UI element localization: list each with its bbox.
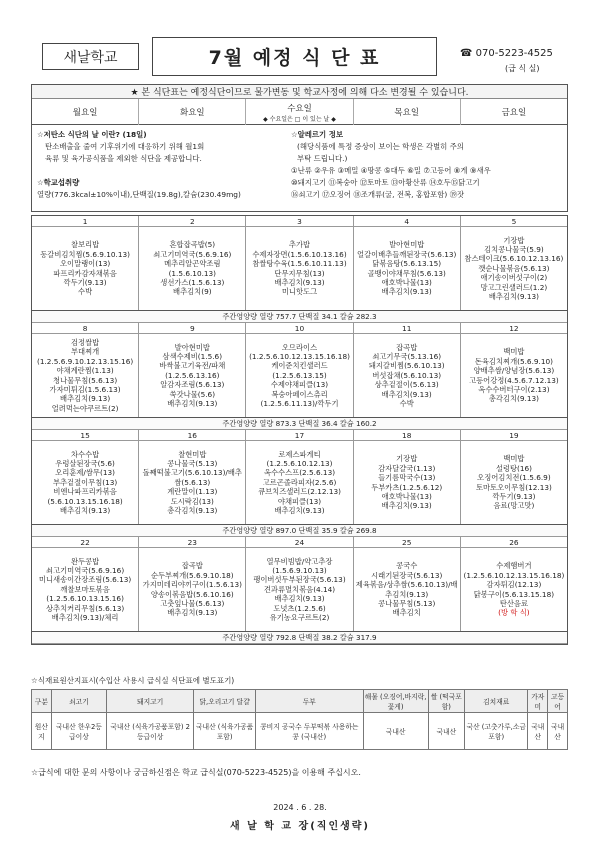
menu-item: 돌째떡불고기(5.6.10.13)/배추쌈(5.6.13): [142, 468, 242, 487]
menu-item: 설렁탕(16): [495, 463, 532, 473]
menu-item: 도넛츠(1.2.5.6): [273, 603, 326, 613]
menu-item: 백미밥: [503, 347, 525, 357]
menu-item: 토마토오이무침(12.13): [475, 482, 552, 492]
menu-item: 감자튀김(12.13): [486, 580, 542, 590]
menu-item: 콩나물국(5.13): [167, 458, 218, 468]
menu-item: 잡곡밥: [181, 561, 203, 571]
menu-item: 총각김치(9.13): [167, 506, 218, 516]
menu-cell: [246, 227, 353, 310]
origin-header: 구분: [32, 690, 52, 713]
menu-cell: [354, 441, 461, 524]
date-number: 25: [354, 537, 461, 547]
info_left-line: ☆학교섭취량: [37, 178, 80, 187]
menu-item: 열무비빔밥/약고추장(1.5.6.9.10.13): [266, 556, 333, 575]
date-number: 10: [246, 323, 353, 333]
menu-item: 시래기된장국(5.6.13): [371, 570, 443, 580]
menu-row: [32, 227, 567, 311]
menu-item: 고춧잎나물(5.6.13): [160, 598, 225, 608]
menu-cell: [139, 548, 246, 631]
menu-item: 미니핫도그: [281, 287, 318, 297]
menu-item: 망고그린샐러드(1.2): [480, 282, 548, 292]
menu-item: 메추리알곤약조림(1.5.6.10.13): [164, 259, 221, 278]
menu-item: 단무지무침(13): [274, 268, 325, 278]
menu-item: 부대찌개(1.2.5.6.9.10.12.13.15.16): [36, 347, 134, 366]
origin-caption: ☆식재료원산지표시(수입산 사용시 급식실 식단표에 별도표기): [31, 676, 235, 685]
info-left: [32, 125, 286, 211]
menu-item: 참쌀탕수육(1.5.6.10.11.13): [252, 259, 347, 269]
menu-item: 큐브치즈샐러드(2.12.13): [258, 487, 341, 497]
phone: ☎ 070-5223-4525: [460, 48, 553, 59]
day-wed: 수요일 ◆ 수요일은 □ 이 있는 날 ◆: [246, 99, 353, 125]
day-thu: 목요일: [354, 99, 461, 125]
menu-row: [32, 548, 567, 632]
menu-cell: [32, 227, 139, 310]
date-number: 1: [32, 216, 139, 226]
menu-cell: [246, 334, 353, 417]
origin-header: 고등어: [548, 690, 568, 713]
origin-cell: 국내산 (식육가공품포함) 2등급이상: [107, 713, 194, 750]
origin-header: 김치재료: [464, 690, 527, 713]
menu-item: 옥수수스프(2.5.6.13): [263, 468, 336, 478]
menu-cell: [461, 227, 567, 310]
menu-item: 견과류멸치볶음(4.14): [263, 584, 336, 594]
info_right-line: ⑯쇠고기 ⑰오징어 ⑱조개류(굴, 전복, 홍합포함) ⑲잣: [291, 190, 465, 199]
menu-item: 복숭아페이스츄리(1.2.5.6.11.13)/깍두기: [260, 389, 339, 409]
menu-item: 검정쌀밥: [71, 337, 100, 347]
menu-item: 쇠고기무국(5.13.16): [372, 351, 442, 361]
origin-cell: 국내산: [428, 713, 464, 750]
menu-item: 발아현미밥: [174, 342, 210, 352]
menu-item: 버섯잡채(5.6.10.13): [372, 370, 442, 380]
menu-cell: [354, 334, 461, 417]
menu-item: 로제스파게티(1.2.5.6.10.12.13): [266, 449, 333, 468]
origin-header: 닭,오리고기 달걀: [194, 690, 256, 713]
info_left-line: 육류 및 육가공식품을 제외한 식단을 제공합니다.: [45, 154, 202, 163]
menu-item: 배추김치: [392, 608, 421, 618]
menu-item: 상추겉절이(5.6.13): [374, 380, 439, 390]
menu-item: 비엔나파프리카볶음(5.6.10.13.15.16.18): [47, 487, 123, 506]
info_left-line: ☆저탄소 식단의 날 이란? (18일): [37, 130, 147, 139]
origin-header: 돼지고기: [107, 690, 194, 713]
date-number: 18: [354, 430, 461, 440]
menu-item: 야채피클(13): [277, 496, 322, 506]
day-mon: 월요일: [32, 99, 139, 125]
menu-item: 배추김치(9.13): [381, 501, 432, 511]
menu-item: 수제자장면(1.5.6.10.13.16): [252, 249, 347, 259]
menu-item: 백미밥: [503, 454, 525, 464]
menu-cell: [461, 334, 567, 417]
menu-item: 배추김치(9.13): [274, 594, 325, 604]
issue-date: 2024 . 6 . 28.: [273, 803, 327, 812]
info-section: [31, 125, 568, 212]
menu-item: 도시락김(13): [170, 496, 214, 506]
weekly-nutrition: 주간영양량 열량 792.8 단백질 38.2 칼슘 317.9: [32, 632, 567, 644]
menu-item: 배추김치(9.13): [167, 399, 218, 409]
menu-item: 가지미데리야끼구이(1.5.6.13): [142, 580, 242, 590]
weekday-header: [32, 99, 567, 125]
menu-item: 얼려먹는야쿠르트(2): [51, 403, 119, 413]
date-number: 17: [246, 430, 353, 440]
menu-item: 배추김치(9.13): [60, 394, 111, 404]
origin-cell: 국내산 (식육가공품포함): [194, 713, 256, 750]
menu-row: [32, 334, 567, 418]
menu-cell: [139, 227, 246, 310]
menu-item: 감자달걀국(1.13): [378, 463, 436, 473]
phone-icon: ☎: [460, 48, 473, 59]
menu-cell: [32, 548, 139, 631]
menu-item: 잡곡밥: [396, 342, 418, 352]
menu-item: 깨찰보마토볶음(1.2.5.6.10.13.15.16): [46, 584, 124, 604]
menu-item: 오이말랭이(13): [59, 259, 111, 269]
menu-item: 돼지갈비찜(5.6.10.13): [368, 361, 445, 371]
origin-section: [31, 675, 568, 750]
menu-item: 쑥갓나물(5.6): [169, 389, 216, 399]
date-number: 22: [32, 537, 139, 547]
menu-item: 수박: [399, 399, 414, 409]
origin-table: [31, 689, 568, 750]
menu-item: 혼합잡곡밥(5): [169, 240, 216, 250]
date-number: 9: [139, 323, 246, 333]
menu-item: 추가밥: [288, 240, 311, 250]
menu-item: 찰보리밥: [71, 240, 100, 250]
menu-item: 상추치커리무침(5.6.13): [45, 603, 125, 613]
menu-item: 애호박나물(13): [381, 491, 432, 501]
menu-item: 제육볶음/상추쌈(5.6.10.13)/배추김치(9.13): [355, 580, 458, 599]
menu-item: 배추김치(9.13): [274, 277, 325, 287]
menu-item: 고등어강정(4.5.6.7.12.13): [469, 375, 559, 385]
info_left-line: 열량(776.3kcal±10%이내),단백질(19.8g),칼슘(230.49mg): [37, 190, 241, 199]
day-fri: 금요일: [501, 108, 527, 118]
date-row: [32, 216, 567, 227]
menu-item: 두부카츠(1.2.5.6.12): [371, 482, 443, 492]
date-number: 26: [509, 538, 519, 547]
menu-cell: [246, 548, 353, 631]
origin-header: 쇠고기: [51, 690, 106, 713]
date-number: 11: [354, 323, 461, 333]
menu-item: 차수수밥: [71, 449, 100, 459]
menu-item: 오리훈제/쌈무(13): [55, 468, 115, 478]
menu-item: 오징어김치전(1.5.6.9): [477, 473, 551, 483]
day-tue: 화요일: [139, 99, 246, 125]
date-number: 2: [139, 216, 246, 226]
menu-cell: [246, 441, 353, 524]
info_right-line: ⑩돼지고기 ⑪복숭아 ⑫토마토 ⑬아황산류 ⑭호두⑮닭고기: [291, 178, 480, 187]
menu-item: 양배추쌈/양념장(5.6.13): [473, 366, 555, 376]
notice-box: [31, 84, 568, 125]
weekly-nutrition: 주간영양량 열량 897.0 단백질 35.9 칼슘 269.8: [32, 525, 567, 537]
menu-item: 얼갈이배추들깨된장국(5.6.13): [357, 249, 457, 259]
date-row: [32, 323, 567, 334]
date-number: 4: [354, 216, 461, 226]
menu-item: 찰현미밥: [178, 449, 207, 459]
menu-item: 수박: [78, 287, 93, 297]
menu-item: 오므라이스(1.2.5.6.10.12.13.15.16.18): [249, 342, 350, 361]
menu-item: 총각김치(9.13): [488, 394, 539, 404]
date-number: 19: [509, 431, 519, 440]
menu-item: 골뱅이야채무침(5.6.13): [367, 268, 446, 278]
origin-cell: 콩비지 공국수 두부떡볶 사용하는콩 (국내산): [256, 713, 364, 750]
menu-row: [32, 441, 567, 525]
origin-cell: 국산 (고춧가루,소금포함): [464, 713, 527, 750]
menu-item: 우렁살된장국(5.6): [55, 458, 115, 468]
menu-item: 기장밥: [503, 235, 525, 245]
menu-item: 계란말이(1.13): [167, 487, 218, 497]
menu-item: 쇠고기미역국(5.6.9.16): [46, 565, 125, 575]
menu-cell: [461, 548, 567, 631]
origin-header: 쌀 (떡국포함): [428, 690, 464, 713]
origin-header: 가자미: [528, 690, 548, 713]
menu-item: 수제햄버거(1.2.5.6.10.12.13.15.16.18): [463, 561, 565, 580]
menu-item: 배추김치(9.13): [60, 506, 111, 516]
menu-item: 가자미튀김(1.5.6.13): [49, 384, 121, 394]
origin-cell: 국내산 한우2등급이상: [51, 713, 106, 750]
menu-item: 닭볶음탕(5.6.13.15): [372, 259, 442, 269]
menu-item: 완두콩밥: [71, 556, 100, 566]
menu-item: 기장밥: [396, 454, 418, 464]
menu-item: 들기름막국수(13): [378, 473, 436, 483]
menu-item: 참스테이크(5.6.10.12.13.16): [464, 254, 564, 264]
menu-item: 고르곤졸라피자(2.5.6): [262, 477, 337, 487]
date-number: 15: [32, 430, 139, 440]
phone-sub: (급 식 실): [505, 64, 540, 73]
page-title: 7월 예정 식 단 표: [152, 37, 437, 76]
origin-header: 두부: [256, 690, 364, 713]
menu-cell: [354, 548, 461, 631]
school-name: 새날학교: [42, 43, 139, 70]
menu-item: 순두부찌개(5.6.9.10.18): [150, 570, 234, 580]
origin-cell: 국내산: [363, 713, 428, 750]
menu-item: 파프리카감자채볶음: [53, 268, 117, 278]
menu-item: 야채계란찜(1.13): [56, 366, 114, 376]
info_left-line: [37, 165, 281, 177]
menu-item: 쇠고기미역국(5.6.9.16): [153, 249, 232, 259]
info-right: [286, 125, 567, 211]
weekly-nutrition: 주간영양량 열량 757.7 단백질 34.1 칼슘 282.3: [32, 311, 567, 323]
menu-item: 콩나물무침(5.13): [378, 598, 436, 608]
date-number: 3: [246, 216, 353, 226]
menu-item: 돈육김치찌개(5.6.9.10): [474, 356, 553, 366]
menu-item: 수제야채피클(13): [270, 380, 329, 390]
menu-item: 삼색수제비(1.5.6): [162, 351, 223, 361]
menu-item: 배추김치(9.13): [381, 287, 432, 297]
date-number: 5: [511, 217, 517, 226]
footer-note: ☆급식에 대한 문의 사항이나 궁금하신점은 학교 급식실(070-5223-4525)을 이용해 주십시오.: [31, 768, 361, 777]
date-row: [32, 537, 567, 548]
menu-item: 부추겉절이무침(13): [52, 477, 118, 487]
menu-item: 탄산음료: [499, 598, 529, 608]
menu-cell: [354, 227, 461, 310]
info_right-line: 부탁 드립니다.): [297, 154, 348, 163]
menu-cell: [139, 441, 246, 524]
menu-item: (방 학 식): [498, 608, 530, 618]
menu-item: 유기농요구르트(2): [269, 613, 330, 623]
menu-item: 깻순나물볶음(5.6.13): [478, 263, 550, 273]
menu-cell: [32, 441, 139, 524]
menu-item: 음료(망고맛): [493, 501, 535, 511]
menu-cell: [461, 441, 567, 524]
menu-item: 깍두기(9.13): [63, 277, 107, 287]
menu-cell: [32, 334, 139, 417]
origin-header: 해물 (오징어,바지락,꽃게): [363, 690, 428, 713]
menu-item: 닭봉구이(5.6.13.15.18): [473, 589, 555, 599]
menu-item: 생선가스(1.5.6.13): [160, 277, 225, 287]
notice-text: ★ 본 식단표는 예정식단이므로 물가변동 및 학교사정에 의해 다소 변경될 수 있습니다.: [32, 85, 567, 99]
info_right-line: ☆알레르기 정보: [291, 130, 344, 139]
menu-item: 청나물무침(5.6.13): [53, 375, 118, 385]
menu-item: 애기송이버섯구이(2): [480, 273, 548, 283]
menu-item: 배추김치(9.13): [488, 292, 539, 302]
date-number: 12: [509, 324, 519, 333]
date-row: [32, 430, 567, 441]
menu-item: 애호박나물(13): [381, 277, 432, 287]
menu-item: 배추김치(9.13): [274, 506, 325, 516]
menu-item: 배추김치(9.13): [381, 389, 432, 399]
info_right-line: ①난류 ②우유 ③메밀 ④땅콩 ⑤대두 ⑥밀 ⑦고등어 ⑧게 ⑨새우: [291, 166, 491, 175]
origin-cell: 국내산: [528, 713, 548, 750]
menu-item: 바싹불고기육전/파채(1.2.5.6.13.16): [159, 361, 226, 380]
origin-cell: 국내산: [548, 713, 568, 750]
menu-item: 배추김치(9): [173, 287, 212, 297]
info_right-line: (해당식품에 특정 증상이 보이는 학생은 각별히 주의: [297, 142, 464, 151]
menu-cell: [139, 334, 246, 417]
info_left-line: 탄소배출을 줄여 기후위기에 대응하기 위해 월1회: [45, 142, 205, 151]
menu-item: 미니새송이간장조림(5.6.13): [38, 575, 132, 585]
menu-item: 김치콩나물국(5.9): [484, 244, 544, 254]
principal-sign: 새 날 학 교 장(직인생략): [229, 821, 370, 832]
date-number: 16: [139, 430, 246, 440]
menu-item: 깍두기(9.13): [492, 491, 536, 501]
menu-item: 동갈비김치찜(5.6.9.10.13): [40, 249, 130, 259]
menu-item: 팽이버섯두부된장국(5.6.13): [253, 575, 346, 585]
menu-grid: [31, 215, 568, 645]
origin-cell: 원산지: [32, 713, 52, 750]
menu-item: 알감자조림(5.6.13): [160, 380, 225, 390]
menu-item: 양송이볶음밥(5.6.10.16): [150, 589, 234, 599]
menu-item: 옥수수버터구이(2.13): [478, 384, 550, 394]
weekly-nutrition: 주간영양량 열량 873.3 단백질 36.4 칼슘 160.2: [32, 418, 567, 430]
menu-item: 콩국수: [396, 561, 418, 571]
menu-item: 케이준치킨샐러드(1.2.5.6.13.15): [271, 361, 328, 380]
menu-item: 배추김치(9.13)/체리: [51, 613, 119, 623]
date-number: 23: [139, 537, 246, 547]
date-number: 8: [32, 323, 139, 333]
menu-item: 발아현미밥: [389, 240, 425, 250]
menu-item: 배추김치(9.13): [167, 608, 218, 618]
date-number: 24: [246, 537, 353, 547]
